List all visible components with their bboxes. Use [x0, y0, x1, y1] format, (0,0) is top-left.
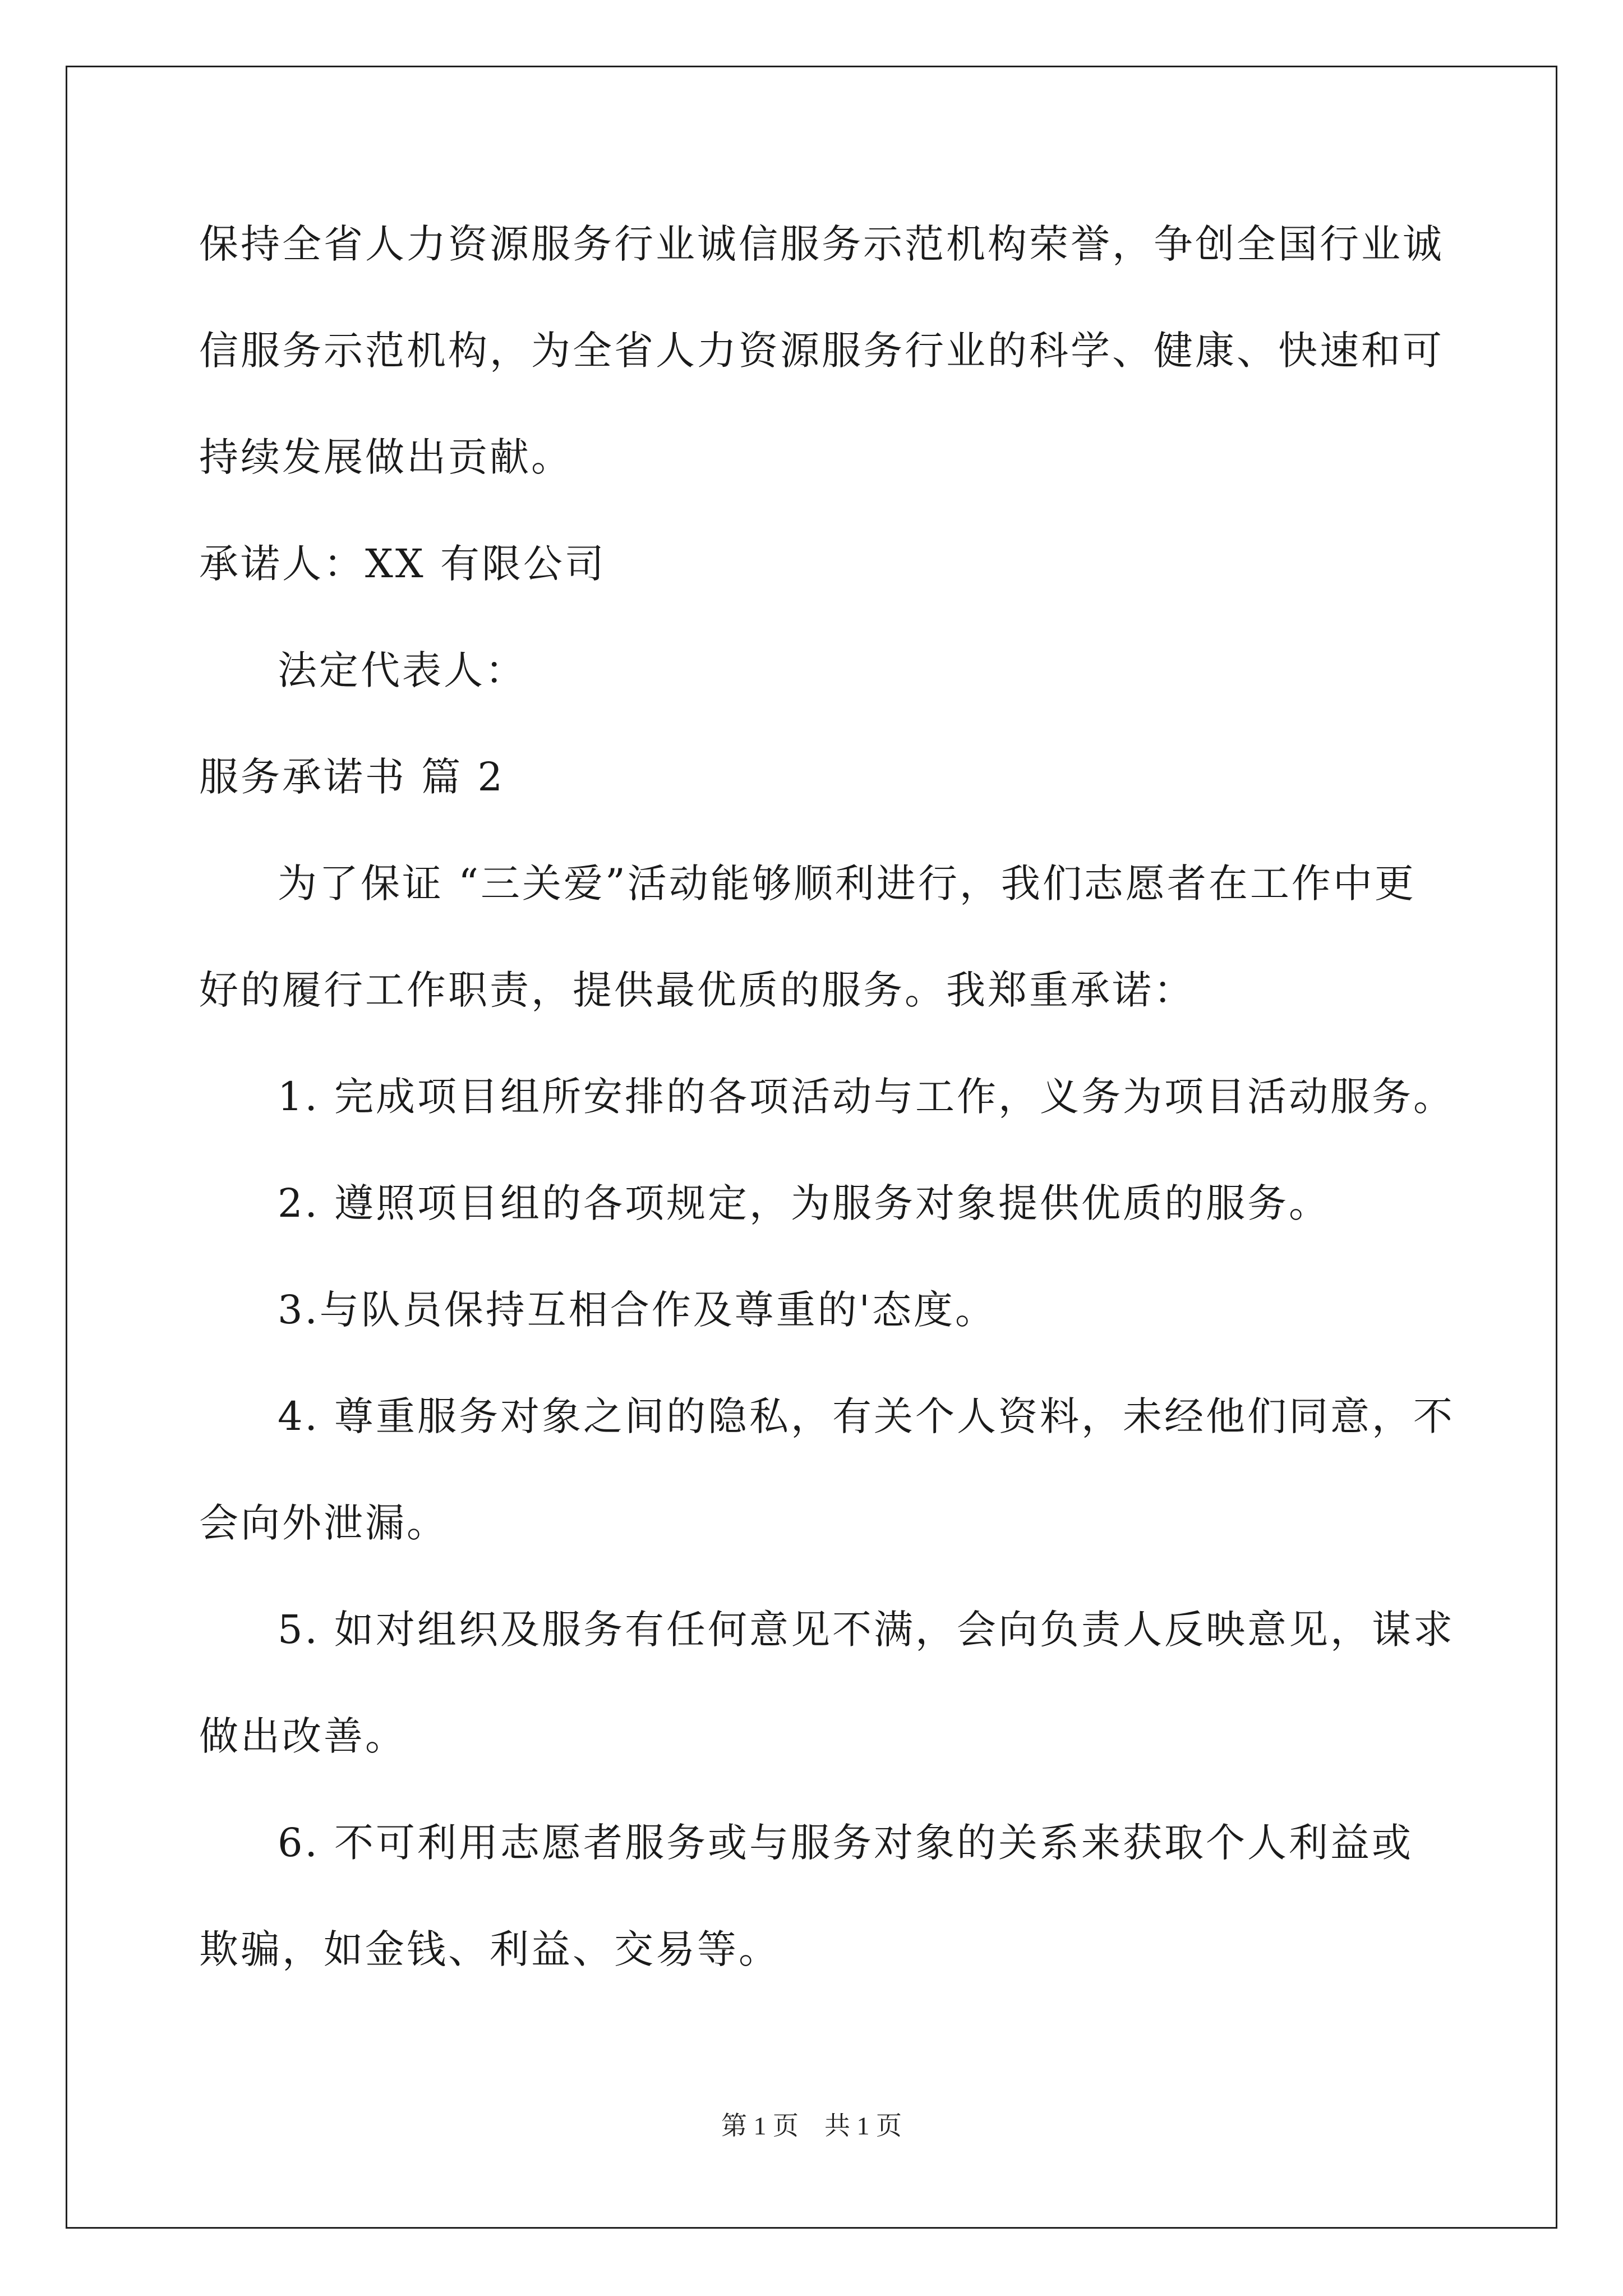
list-item: 3.与队员保持互相合作及尊重的'态度。 [278, 1287, 997, 1333]
page-footer: 第 1 页 共 1 页 [721, 2111, 902, 2140]
paragraph-line: 保持全省人力资源服务行业诚信服务示范机构荣誉，争创全国行业诚 [199, 221, 1444, 267]
list-item: 4. 尊重服务对象之间的隐私，有关个人资料，未经他们同意，不 [278, 1393, 1455, 1439]
list-item-continuation: 做出改善。 [199, 1713, 407, 1759]
page-border [66, 66, 1557, 2229]
paragraph-line: 信服务示范机构，为全省人力资源服务行业的科学、健康、快速和可 [199, 328, 1444, 374]
list-item: 1. 完成项目组所安排的各项活动与工作，义务为项目活动服务。 [278, 1074, 1455, 1120]
legal-representative-line: 法定代表人： [278, 647, 527, 693]
signatory-line: 承诺人：XX 有限公司 [199, 541, 606, 587]
paragraph-line: 持续发展做出贡献。 [199, 434, 573, 480]
paragraph-line: 为了保证 “三关爱”活动能够顺利进行，我们志愿者在工作中更 [278, 861, 1416, 907]
list-item: 6. 不可利用志愿者服务或与服务对象的关系来获取个人利益或 [278, 1820, 1414, 1866]
list-item-continuation: 会向外泄漏。 [199, 1500, 448, 1546]
section-heading: 服务承诺书 篇 2 [199, 754, 505, 800]
list-item-continuation: 欺骗，如金钱、利益、交易等。 [199, 1926, 780, 1972]
list-item: 5. 如对组织及服务有任何意见不满，会向负责人反映意见，谋求 [278, 1607, 1455, 1653]
list-item: 2. 遵照项目组的各项规定，为服务对象提供优质的服务。 [278, 1180, 1331, 1226]
paragraph-line: 好的履行工作职责，提供最优质的服务。我郑重承诺： [199, 967, 1195, 1013]
